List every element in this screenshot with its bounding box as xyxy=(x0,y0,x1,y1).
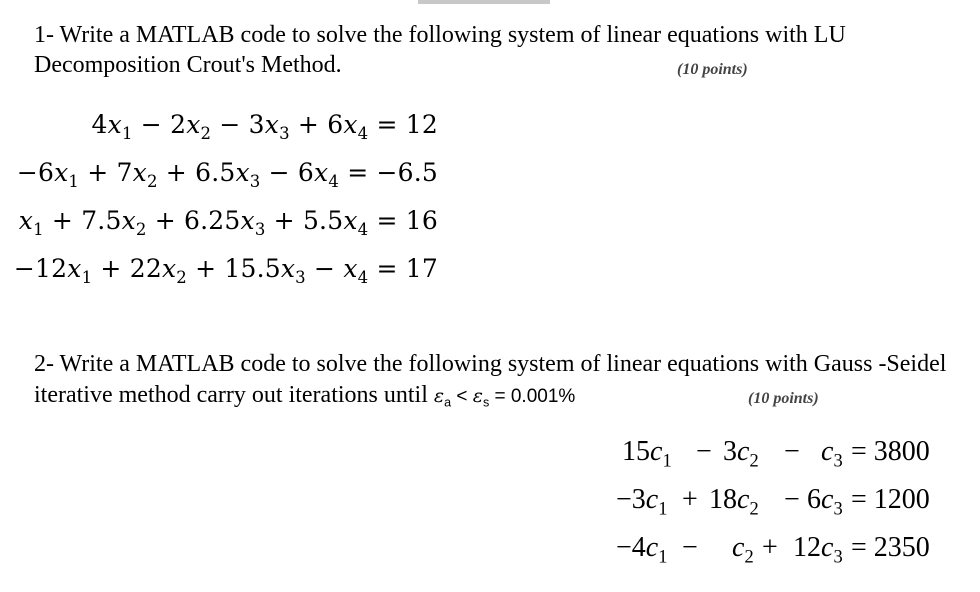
q2-equation-system xyxy=(616,436,938,586)
q1-coefficient: + 5.5 xyxy=(265,206,344,235)
q1-variable: x xyxy=(54,158,69,187)
q2-equation-row xyxy=(616,484,938,520)
q1-coefficient: + 22 xyxy=(92,254,162,283)
q1-variable: x xyxy=(264,110,280,139)
q1-coefficient: − 6 xyxy=(260,158,315,187)
q1-variable: x xyxy=(186,110,201,139)
q1-variable: x xyxy=(240,206,255,235)
q1-line1: 1- Write a MATLAB code to solve the following system of linear equations with LU xyxy=(34,22,846,48)
q1-coefficient: + 7 xyxy=(79,158,133,187)
q1-variable: x xyxy=(161,254,177,283)
q1-coefficient: + 15.5 xyxy=(186,254,281,283)
q1-subscript: 4 xyxy=(357,123,369,143)
epsilon-a-sub: a xyxy=(444,395,452,410)
q1-points: (10 points) xyxy=(677,61,748,78)
q2-line1: 2- Write a MATLAB code to solve the following system of linear equations with Gauss -Seidel xyxy=(34,351,947,377)
epsilon-a-symbol: ε xyxy=(433,385,445,407)
q2-eq1-term2: $3c_2$ xyxy=(723,436,759,471)
q2-line2 xyxy=(34,380,575,412)
q1-subscript: 3 xyxy=(249,171,261,191)
q1-coefficient: + 6 xyxy=(289,110,344,139)
q2-line2-text: iterative method carry out iterations until xyxy=(34,382,428,408)
q2-eq1-rhs: = 3800 xyxy=(851,436,930,467)
q1-variable: x xyxy=(343,110,358,139)
q1-subscript: 3 xyxy=(295,267,306,287)
q2-eq2-rhs: = 1200 xyxy=(851,484,930,515)
tolerance-value: = 0.001% xyxy=(489,386,576,407)
q1-subscript: 2 xyxy=(200,123,212,143)
q1-variable: x xyxy=(280,254,296,283)
q1-coefficient: − 2 xyxy=(132,110,187,139)
q1-subscript: 1 xyxy=(81,267,93,287)
q1-coefficient: − xyxy=(305,254,344,283)
q2-points: (10 points) xyxy=(748,390,819,407)
q1-variable: x xyxy=(121,206,136,235)
top-scroll-indicator xyxy=(418,0,550,4)
q2-eq2-term3: $6c_3$ xyxy=(807,484,843,519)
q1-coefficient: 4 xyxy=(91,110,108,139)
q2-eq3-op3: + xyxy=(762,532,778,563)
q1-subscript: 1 xyxy=(68,171,80,191)
q1-variable: x xyxy=(235,158,250,187)
less-than-sign: < xyxy=(451,386,473,407)
q1-rhs: = 16 xyxy=(368,206,438,235)
q1-rhs: = 17 xyxy=(368,254,438,283)
q1-coefficient: −12 xyxy=(13,254,68,283)
q1-subscript: 3 xyxy=(279,123,290,143)
q1-variable: x xyxy=(314,158,329,187)
q2-eq3-term2: $c_2$ xyxy=(732,532,754,567)
q1-variable: x xyxy=(343,206,358,235)
q1-variable: x xyxy=(343,254,358,283)
q2-eq3-rhs: = 2350 xyxy=(851,532,930,563)
q1-coefficient: + 6.25 xyxy=(146,206,241,235)
epsilon-s-symbol: ε xyxy=(472,385,483,407)
q2-eq2-term2: $18c_2$ xyxy=(709,484,759,519)
q2-equation-row xyxy=(616,436,938,472)
q2-eq3-op2: − xyxy=(682,532,698,563)
q1-coefficient: + 7.5 xyxy=(43,206,122,235)
q1-variable: x xyxy=(18,206,34,235)
q2-equation-row xyxy=(616,532,938,568)
q1-coefficient: − 3 xyxy=(211,110,265,139)
q1-subscript: 2 xyxy=(176,267,187,287)
q1-subscript: 2 xyxy=(146,171,158,191)
q1-rhs: = 12 xyxy=(368,110,438,139)
q1-variable: x xyxy=(107,110,122,139)
q1-variable: x xyxy=(67,254,82,283)
q1-equation-row xyxy=(91,110,438,143)
q1-equation-row xyxy=(13,254,438,287)
q1-equation-row xyxy=(16,158,438,191)
q1-coefficient: + 6.5 xyxy=(157,158,236,187)
q1-subscript: 1 xyxy=(121,123,133,143)
q2-eq2-op2: + xyxy=(682,484,698,515)
q2-eq3-term1: $-4c_1$ xyxy=(616,532,668,567)
q1-subscript: 4 xyxy=(357,267,369,287)
q2-eq2-term1: $-3c_1$ xyxy=(616,484,668,519)
epsilon-s-sub: s xyxy=(482,395,490,410)
q1-variable: x xyxy=(132,158,147,187)
q2-eq1-term1: $15c_1$ xyxy=(622,436,672,471)
q1-subscript: 3 xyxy=(254,219,266,239)
q1-subscript: 4 xyxy=(328,171,340,191)
q2-eq1-op2: − xyxy=(696,436,712,467)
q1-rhs: = −6.5 xyxy=(339,158,438,187)
q1-subscript: 4 xyxy=(357,219,369,239)
q1-coefficient: −6 xyxy=(16,158,55,187)
q1-subscript: 2 xyxy=(135,219,147,239)
q1-subscript: 1 xyxy=(33,219,44,239)
q2-eq1-term3: $c_3$ xyxy=(821,436,843,471)
convergence-condition xyxy=(433,385,576,410)
q1-line2: Decomposition Crout's Method. xyxy=(34,52,342,78)
q2-eq1-op3: − xyxy=(784,436,800,467)
q2-eq2-op3: − xyxy=(784,484,800,515)
q1-equation-row xyxy=(18,206,438,239)
q2-eq3-term3: $12c_3$ xyxy=(793,532,843,567)
